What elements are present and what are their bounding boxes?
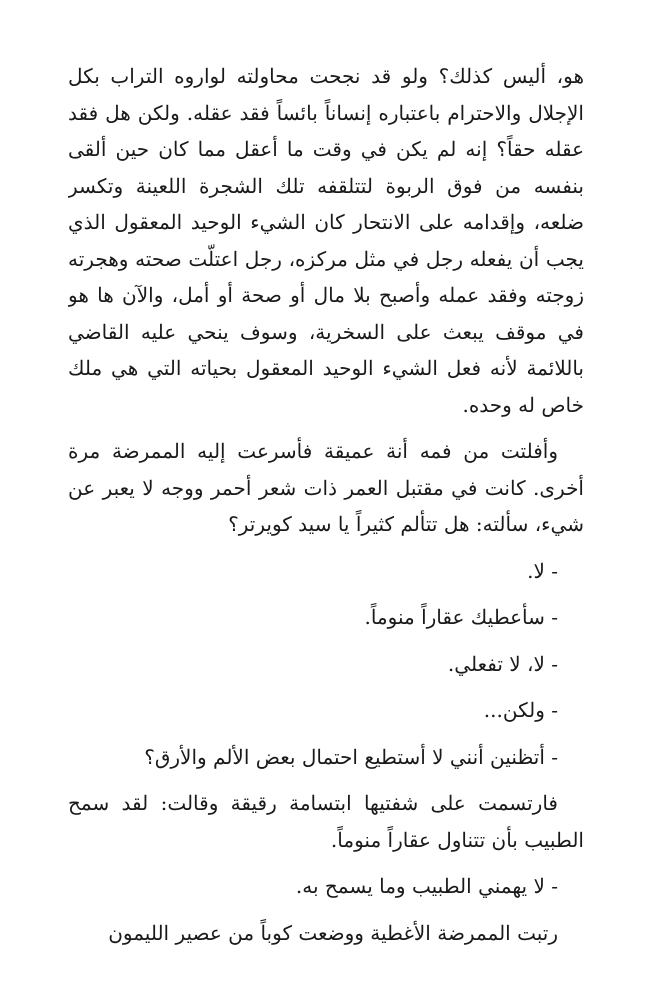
dialogue-line-3: - لا، لا تفعلي. <box>447 651 558 676</box>
dialogue-line-6: - لا يهمني الطبيب وما يسمح به. <box>295 874 558 898</box>
paragraph-2: وأفلتت من فمه أنة عميقة فأسرعت إليه الممرضة مرة أخرى. كانت في مقتبل العمر ذات شعر أحمر ووجه لا يعبر عن شيء، سألته: هل تتألم كثيراً يا سيد كويرتر؟ <box>68 439 584 536</box>
paragraph-1: هو، أليس كذلك؟ ولو قد نجحت محاولته لواروه التراب بكل الإجلال والاحترام باعتباره إنساناً بائساً فقد عقله. ولكن هل فقد عقله حقاً؟ إنه لم يكن في وقت ما أعقل مما كان حين ألقى بنفسه من فوق الربوة لتتلقفه تلك الشجرة اللعينة وتكسر ضلعه، وإقدامه على الانتحار كان الشيء الوحيد المعقول الذي يجب أن يفعله رجل في مثل مركزه، رجل اعتلّت صحته وهجرته زوجته وفقد عمله وأصبح بلا مال أو صحة أو أمل، والآن ها هو في موقف يبعث على السخرية، وسوف ينحي عليه القاضي باللائمة لأنه فعل الشيء الوحيد المعقول بحياته التي هي ملك خاص له وحده. <box>68 64 584 417</box>
dialogue-line-2: - سأعطيك عقاراً منوماً. <box>364 605 558 629</box>
dialogue-line-4: - ولكن... <box>483 698 558 722</box>
book-page <box>68 58 584 1000</box>
paragraph-3: فارتسمت على شفتيها ابتسامة رقيقة وقالت: لقد سمح الطبيب بأن تتناول عقاراً منوماً. <box>68 791 584 852</box>
dialogue-line-1: - لا. <box>527 558 558 583</box>
paragraph-4: رتبت الممرضة الأغطية ووضعت كوباً من عصير الليمون <box>108 920 558 945</box>
dialogue-line-5: - أتظنين أنني لا أستطيع احتمال بعض الألم والأرق؟ <box>144 744 558 769</box>
